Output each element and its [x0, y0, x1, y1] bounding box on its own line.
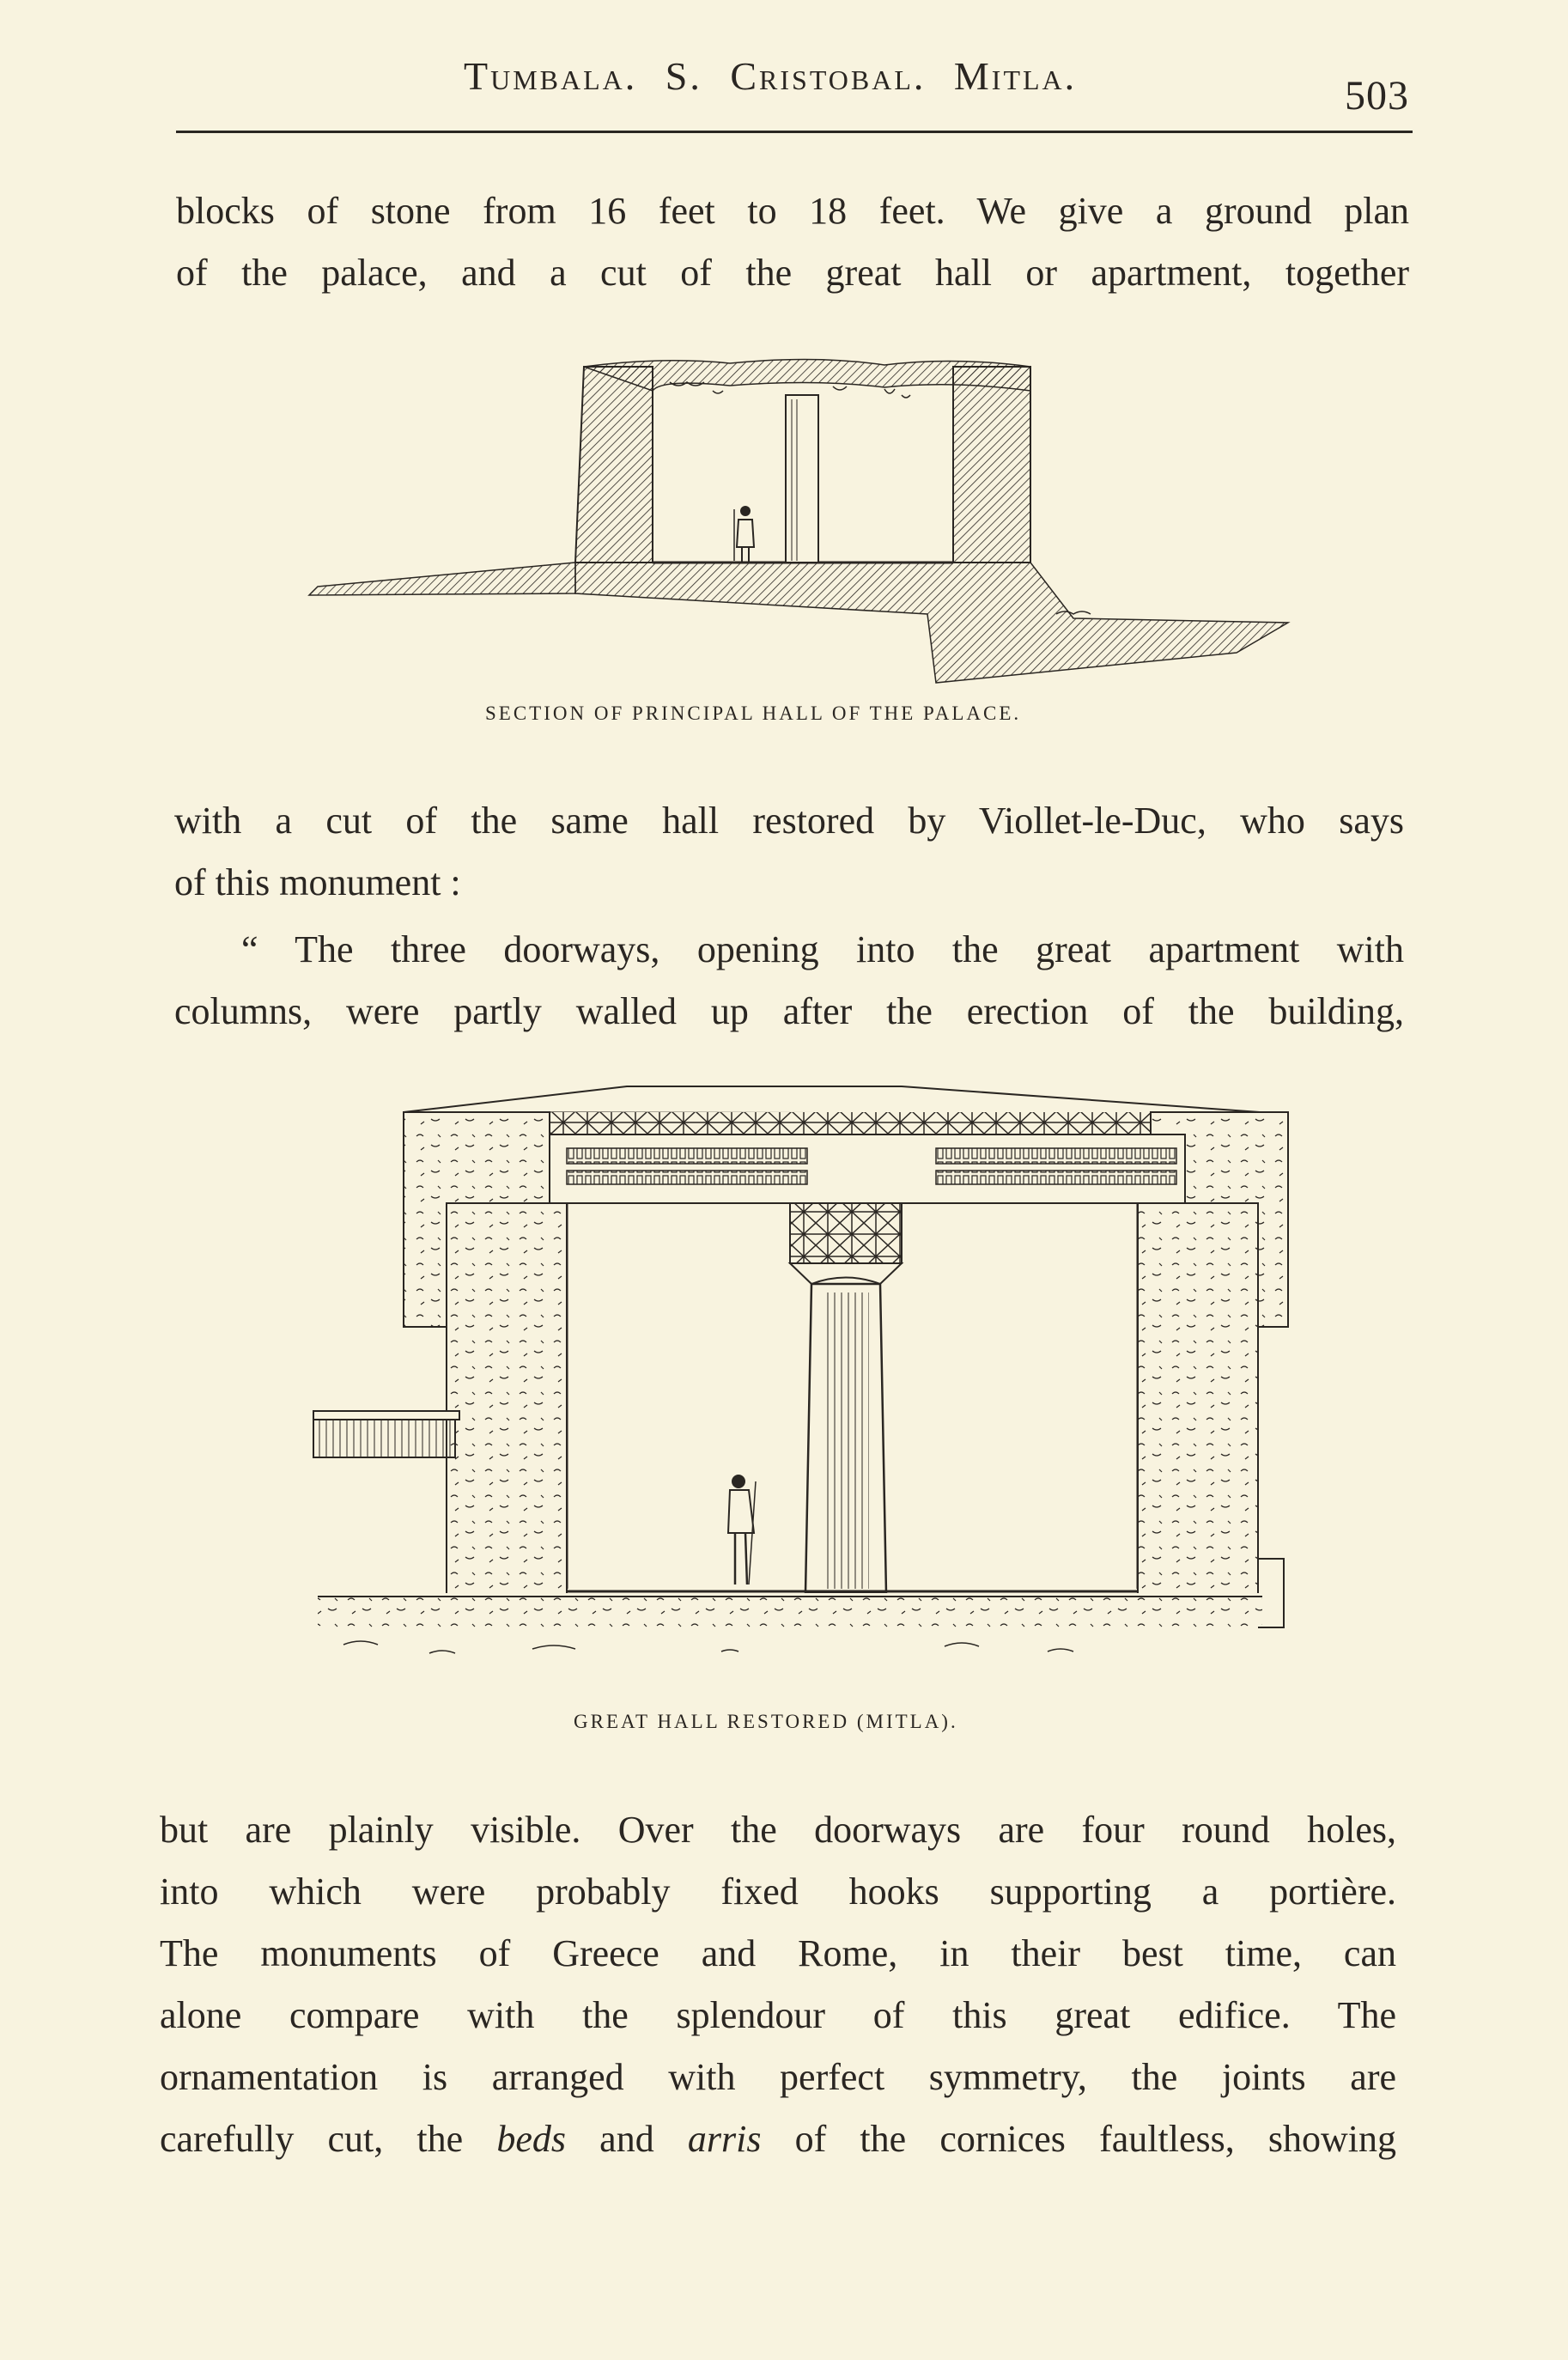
paragraph-3 [174, 919, 1404, 1043]
paragraph-2 [174, 790, 1404, 914]
text-line: blocks of stone from 16 feet to 18 feet. We give a ground plan [176, 190, 1409, 232]
text-line: The monuments of Greece and Rome, in their best time, can [160, 1932, 1396, 1974]
text-run: of the cornices faultless, showing [761, 2118, 1397, 2160]
page-number: 503 [1345, 73, 1409, 119]
text-line: ornamentation is arranged with perfect symmetry, the joints are [160, 2056, 1396, 2098]
text-line: into which were probably fixed hooks supporting a portière. [160, 1870, 1396, 1913]
paragraph-1 [176, 180, 1409, 304]
figure-great-hall-restored [275, 1078, 1297, 1683]
figure-1-caption: SECTION OF PRINCIPAL HALL OF THE PALACE. [485, 703, 1022, 724]
running-head: Tumbala. S. Cristobal. Mitla. [464, 54, 1078, 98]
paragraph-4 [160, 1799, 1396, 2170]
figure-2-caption: GREAT HALL RESTORED (MITLA). [574, 1711, 958, 1732]
italic-term-beds: beds [496, 2118, 566, 2160]
text-line: “ The three doorways, opening into the great apartment with [241, 928, 1404, 970]
figure-section-principal-hall [301, 356, 1297, 696]
text-run: carefully cut, the [160, 2118, 497, 2160]
text-line: of this monument : [174, 861, 461, 903]
text-line: alone compare with the splendour of this great edifice. The [160, 1994, 1396, 2036]
text-line: columns, were partly walled up after the erection of the building, [174, 990, 1404, 1032]
italic-term-arris: arris [687, 2118, 762, 2160]
text-line: but are plainly visible. Over the doorways are four round holes, [160, 1809, 1396, 1851]
header-rule [176, 131, 1413, 133]
text-line: of the palace, and a cut of the great hall or apartment, together [176, 252, 1409, 294]
text-line-italic-terms [160, 2108, 1396, 2170]
text-run: and [566, 2118, 688, 2160]
text-line: with a cut of the same hall restored by Viollet-le-Duc, who says [174, 800, 1404, 842]
section-illustration [301, 356, 1297, 696]
hall-illustration [275, 1078, 1297, 1683]
